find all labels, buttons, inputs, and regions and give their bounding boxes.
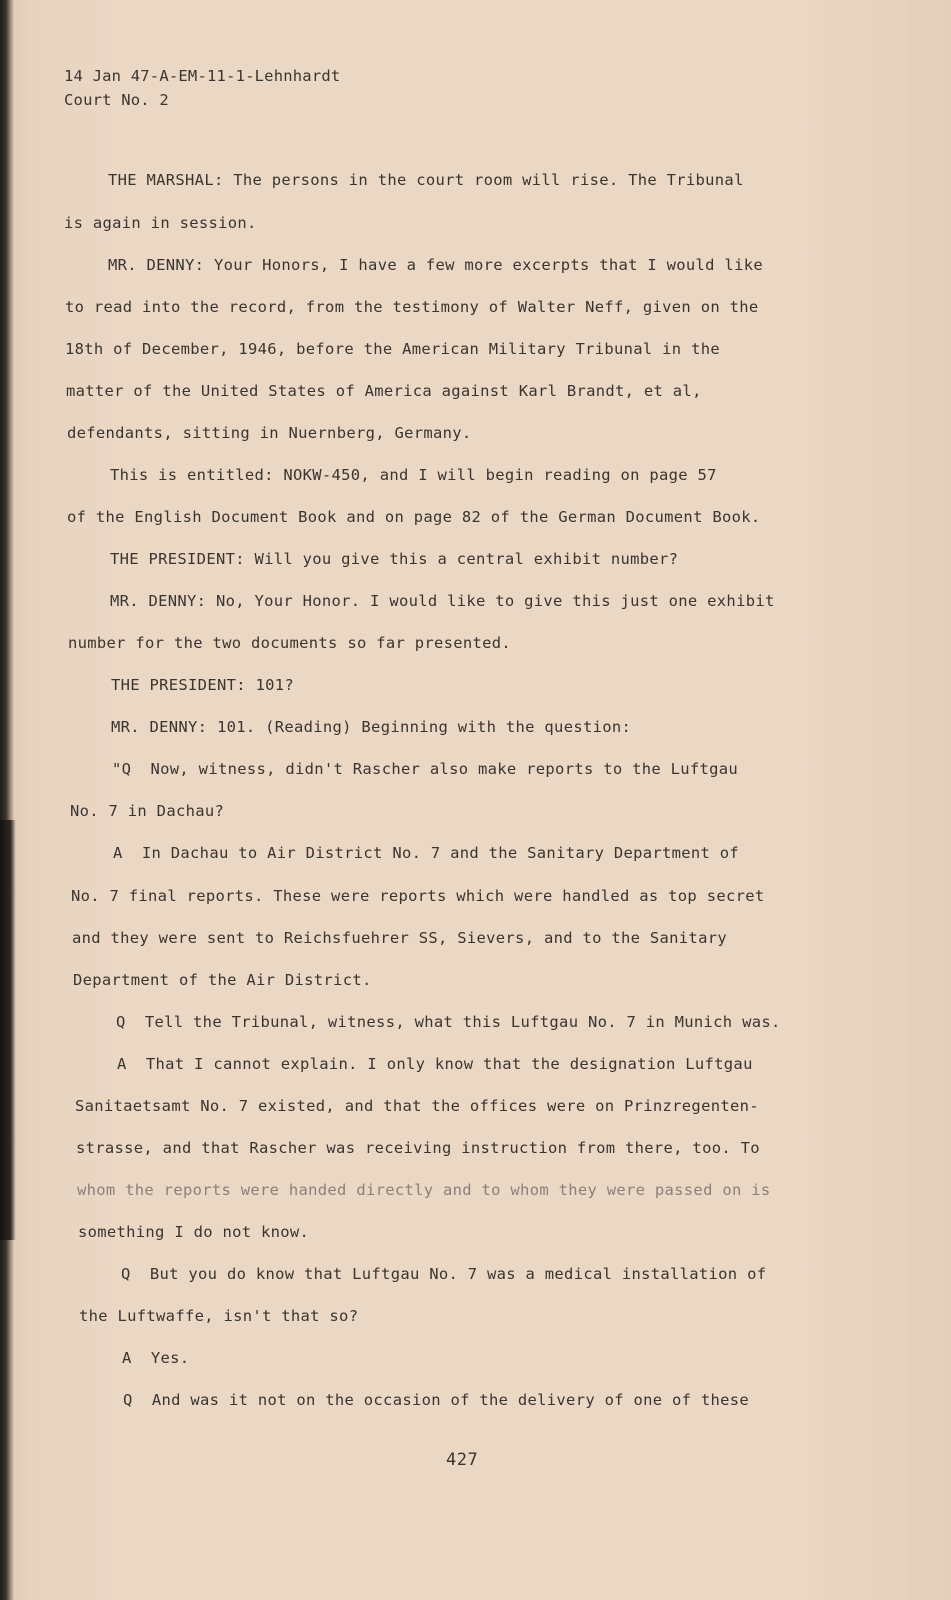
transcript-line-21: Q Tell the Tribunal, witness, what this Luftgau No. 7 in Munich was. (116, 1013, 781, 1031)
transcript-line-13: THE PRESIDENT: 101? (111, 676, 295, 694)
transcript-line-16: No. 7 in Dachau? (70, 802, 225, 820)
transcript-line-24: strasse, and that Rascher was receiving instruction from there, too. To (76, 1139, 760, 1157)
transcript-line-12: number for the two documents so far presented. (68, 634, 512, 652)
transcript-line-28: the Luftwaffe, isn't that so? (79, 1307, 359, 1325)
header-court: Court No. 2 (64, 91, 169, 109)
transcript-line-20: Department of the Air District. (73, 971, 372, 989)
transcript-line-1: THE MARSHAL: The persons in the court room will rise. The Tribunal (108, 171, 744, 189)
transcript-line-19: and they were sent to Reichsfuehrer SS, Sievers, and to the Sanitary (72, 929, 727, 947)
transcript-line-3: MR. DENNY: Your Honors, I have a few more excerpts that I would like (108, 256, 763, 274)
transcript-line-22: A That I cannot explain. I only know that the designation Luftgau (117, 1055, 753, 1073)
transcript-line-11: MR. DENNY: No, Your Honor. I would like to give this just one exhibit (110, 592, 775, 610)
transcript-line-29: A Yes. (122, 1349, 190, 1367)
transcript-line-4: to read into the record, from the testimony of Walter Neff, given on the (65, 298, 759, 316)
transcript-line-8: This is entitled: NOKW-450, and I will begin reading on page 57 (110, 466, 717, 484)
transcript-line-2: is again in session. (64, 214, 257, 232)
transcript-line-26: something I do not know. (78, 1223, 310, 1241)
document-header (64, 64, 340, 112)
transcript-line-25: whom the reports were handed directly and to whom they were passed on is (77, 1181, 771, 1199)
transcript-line-30: Q And was it not on the occasion of the delivery of one of these (123, 1391, 750, 1409)
page-binding-edge (0, 0, 14, 1600)
transcript-line-7: defendants, sitting in Nuernberg, Germany. (67, 424, 472, 442)
transcript-line-6: matter of the United States of America against Karl Brandt, et al, (66, 382, 702, 400)
transcript-line-9: of the English Document Book and on page 82 of the German Document Book. (67, 508, 761, 526)
torn-binding-edge (0, 820, 16, 1240)
header-reference: 14 Jan 47-A-EM-11-1-Lehnhardt (64, 67, 341, 85)
transcript-line-5: 18th of December, 1946, before the American Military Tribunal in the (65, 340, 720, 358)
transcript-line-27: Q But you do know that Luftgau No. 7 was a medical installation of (121, 1265, 767, 1283)
transcript-line-17: A In Dachau to Air District No. 7 and the Sanitary Department of (113, 844, 740, 862)
transcript-line-14: MR. DENNY: 101. (Reading) Beginning with the question: (111, 718, 632, 736)
transcript-line-23: Sanitaetsamt No. 7 existed, and that the offices were on Prinzregenten- (75, 1097, 759, 1115)
page-number: 427 (446, 1450, 479, 1470)
transcript-line-18: No. 7 final reports. These were reports which were handled as top secret (71, 887, 765, 905)
transcript-line-10: THE PRESIDENT: Will you give this a central exhibit number? (110, 550, 679, 568)
transcript-line-15: "Q Now, witness, didn't Rascher also make reports to the Luftgau (112, 760, 739, 778)
